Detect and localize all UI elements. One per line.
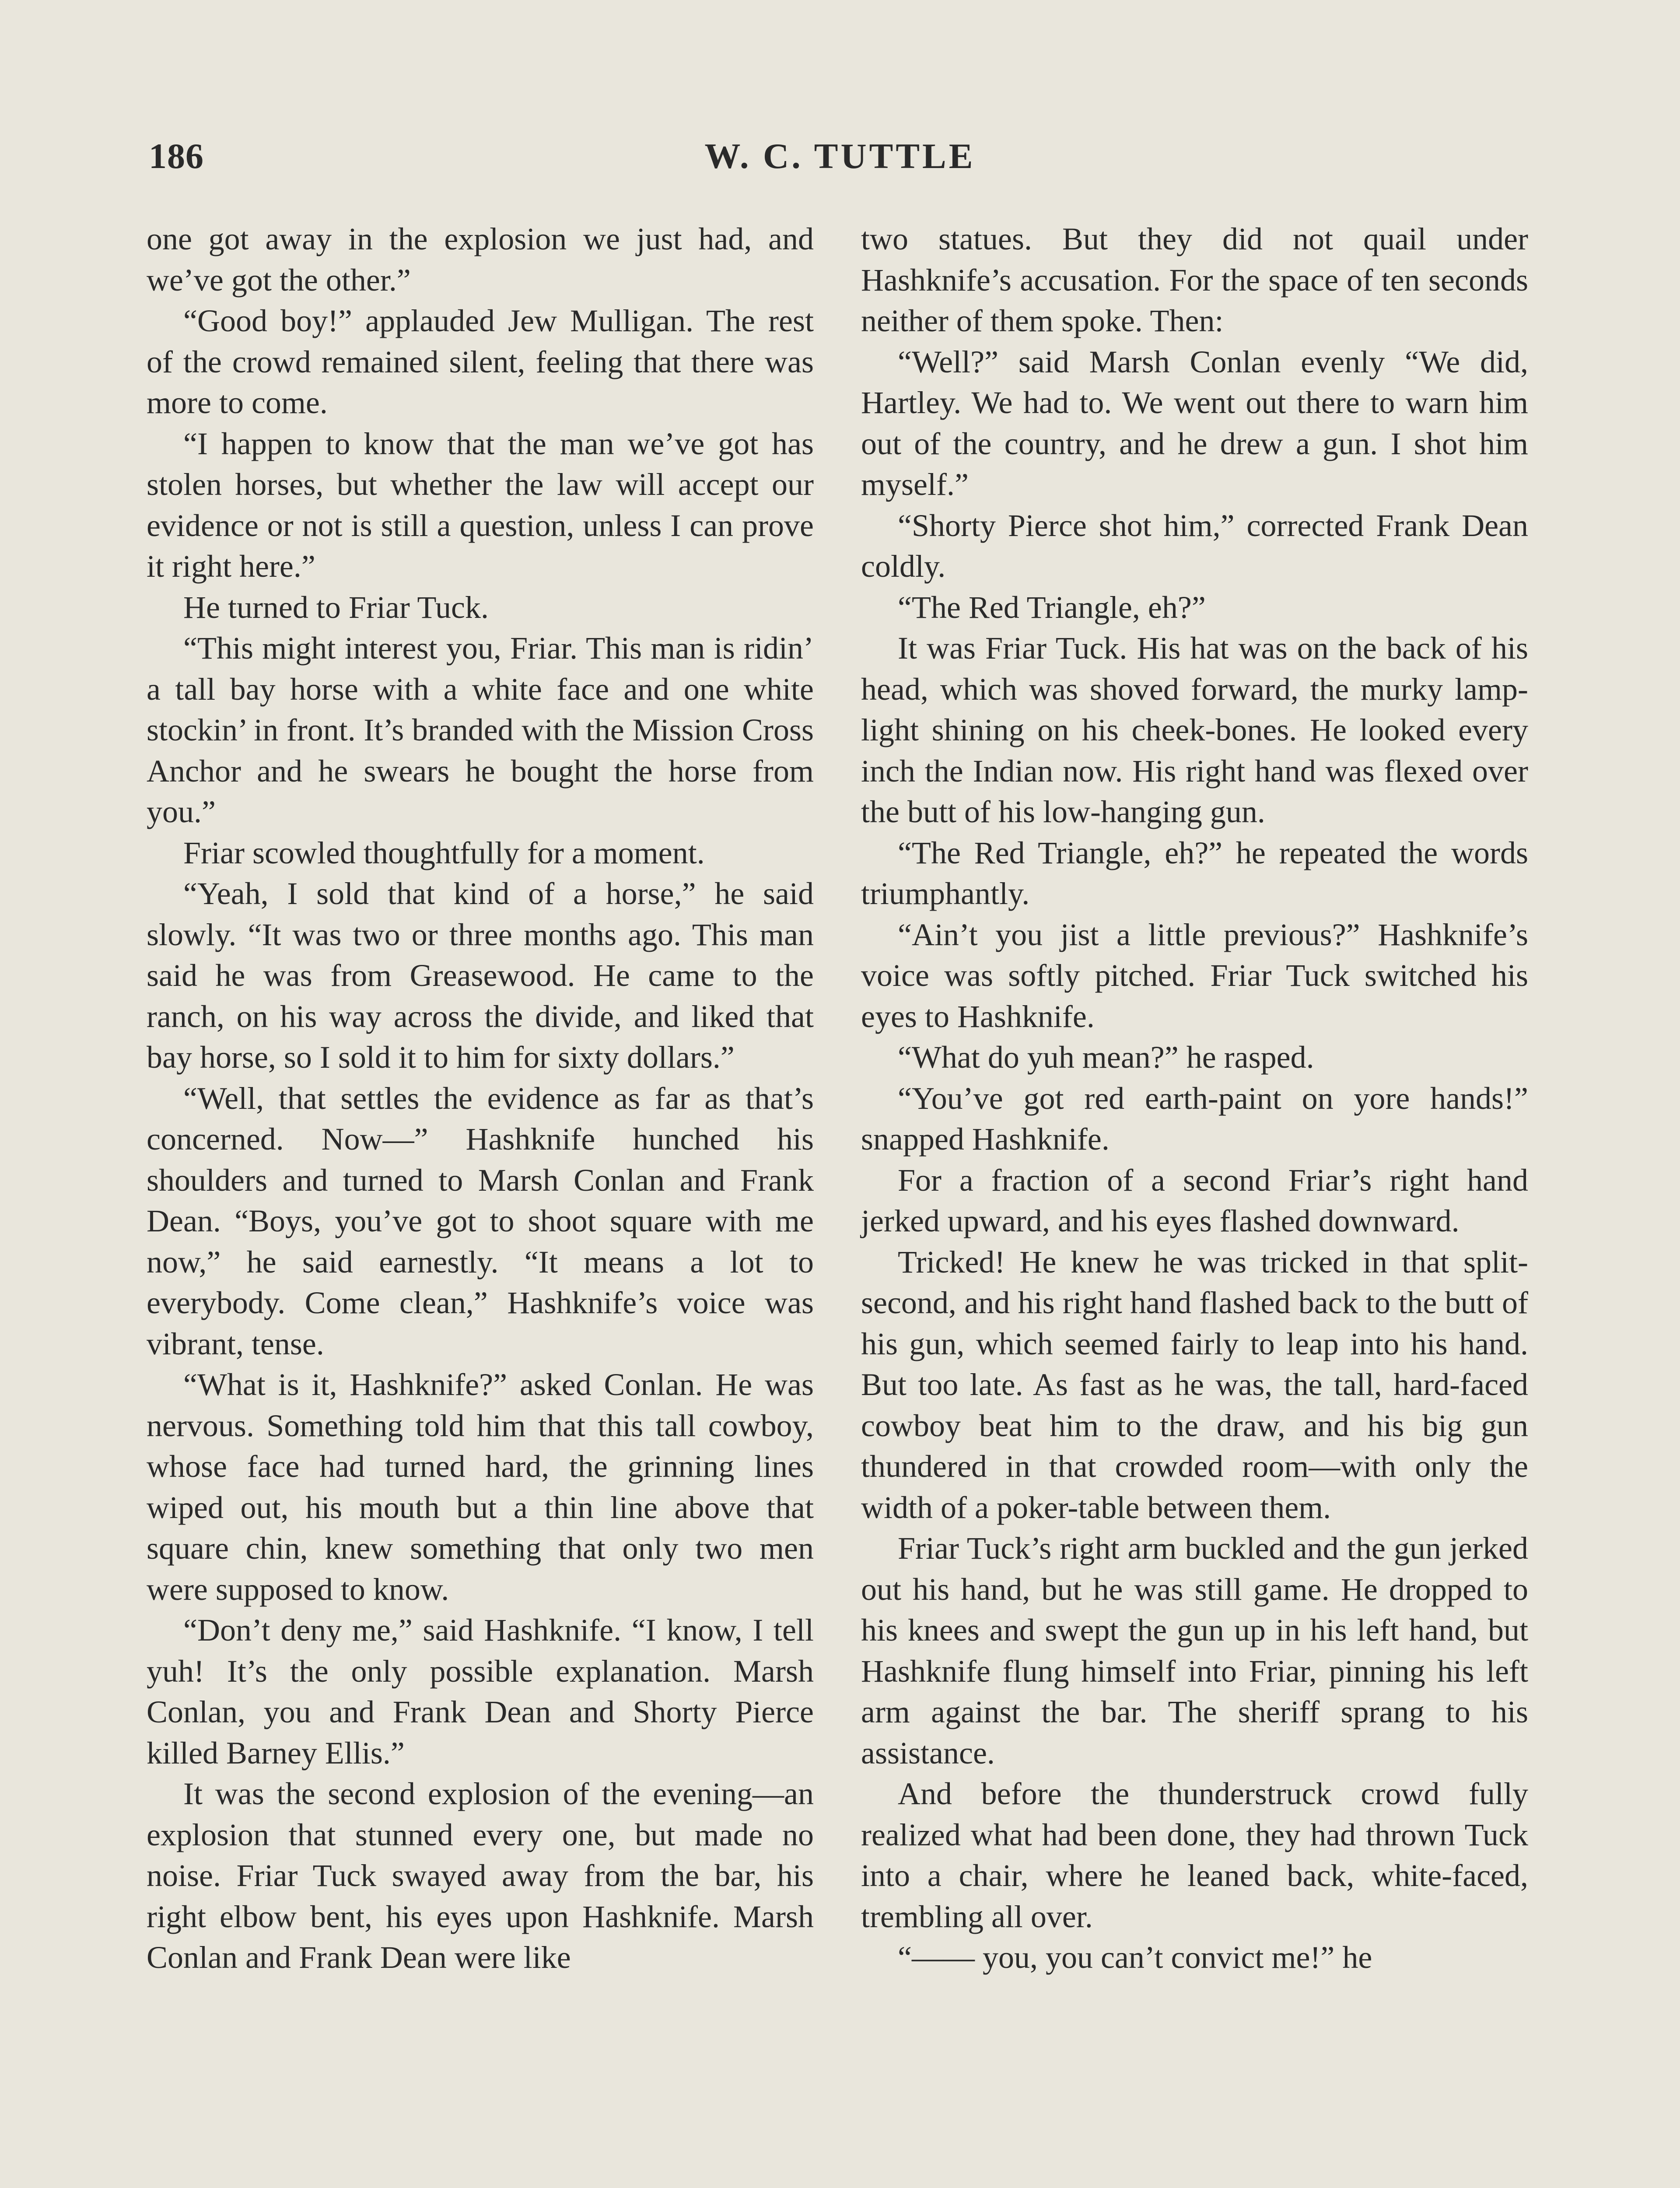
paragraph: two statues. But they did not quail under Hashknife’s accusation. For the space of ten seconds neither of them spoke. Then:: [861, 221, 1528, 338]
paragraph: “This might interest you, Friar. This man is ridin’ a tall bay horse with a white face and one white stockin’ in front. It’s branded with the Mission Cross Anchor and he swears he bought the horse from you.”: [147, 631, 814, 829]
paragraph: “The Red Triangle, eh?”: [898, 589, 1206, 625]
paragraph: Tricked! He knew he was tricked in that split-second, and his right hand flashed back to the butt of his gun, which seemed fairly to leap into his hand. But too late. As fast as he was, the tall, hard-faced cowboy beat him to the draw, and his big gun thundered in that crowded room—with only the width of a poker-table between them.: [861, 1244, 1528, 1525]
paragraph: It was the second explosion of the evening—an explosion that stunned every one, but made no noise. Friar Tuck swayed away from the bar, his right elbow bent, his eyes upon Hashknife. Marsh Conlan and Frank Dean were like: [147, 1776, 814, 1975]
paragraph: “What is it, Hashknife?” asked Conlan. He was nervous. Something told him that this tall cowboy, whose face had turned hard, the grinning lines wiped out, his mouth but a thin line above that square chin, knew something that only two men were supposed to know.: [147, 1367, 814, 1607]
page-number: 186: [149, 136, 204, 176]
paragraph: “Well?” said Marsh Conlan evenly “We did, Hartley. We had to. We went out there to warn him out of the country, and he drew a gun. I shot him myself.”: [861, 344, 1528, 502]
paragraph: “Yeah, I sold that kind of a horse,” he said slowly. “It was two or three months ago. This man said he was from Greasewood. He came to the ranch, on his way across the divide, and liked that bay horse, so I sold it to him for sixty dollars.”: [147, 876, 814, 1075]
paragraph: “You’ve got red earth-paint on yore hands!” snapped Hashknife.: [861, 1080, 1528, 1157]
paragraph: “What do yuh mean?” he rasped.: [898, 1040, 1314, 1075]
paragraph: “The Red Triangle, eh?” he repeated the words triumphantly.: [861, 835, 1528, 911]
paragraph: “Don’t deny me,” said Hashknife. “I know, I tell yuh! It’s the only possible explanation. Marsh Conlan, you and Frank Dean and Shorty Pierce killed Barney Ellis.”: [147, 1613, 814, 1771]
paragraph: one got away in the explosion we just had, and we’ve got the other.”: [147, 221, 814, 298]
paragraph: “Good boy!” applauded Jew Mulligan. The rest of the crowd remained silent, feeling that there was more to come.: [147, 303, 814, 420]
paragraph: “—— you, you can’t convict me!” he: [898, 1940, 1372, 1975]
left-column: [147, 219, 814, 1978]
page-header: [149, 127, 1531, 184]
paragraph: Friar Tuck’s right arm buckled and the gun jerked out his hand, but he was still game. He dropped to his knees and swept the gun up in his left hand, but Hashknife flung himself into Friar, pinning his left arm against the bar. The sheriff sprang to his assistance.: [861, 1531, 1528, 1771]
paragraph: “Ain’t you jist a little previous?” Hashknife’s voice was softly pitched. Friar Tuck switched his eyes to Hashknife.: [861, 917, 1528, 1034]
paragraph: “Well, that settles the evidence as far as that’s concerned. Now—” Hashknife hunched his shoulders and turned to Marsh Conlan and Frank Dean. “Boys, you’ve got to shoot square with me now,” he said earnestly. “It means a lot to everybody. Come clean,” Hashknife’s voice was vibrant, tense.: [147, 1080, 814, 1361]
paragraph: He turned to Friar Tuck.: [183, 589, 489, 625]
paragraph: And before the thunderstruck crowd fully realized what had been done, they had thrown Tuck into a chair, where he leaned back, white-faced, trembling all over.: [861, 1776, 1528, 1934]
paragraph: Friar scowled thoughtfully for a moment.: [183, 835, 705, 870]
paragraph: “Shorty Pierce shot him,” corrected Frank Dean coldly.: [861, 508, 1528, 584]
running-head: W. C. TUTTLE: [704, 136, 976, 176]
right-column: [861, 219, 1528, 1978]
paragraph: It was Friar Tuck. His hat was on the back of his head, which was shoved forward, the murky lamp-light shining on his cheek-bones. He looked every inch the Indian now. His right hand was flexed over the butt of his low-hanging gun.: [861, 631, 1528, 829]
paragraph: “I happen to know that the man we’ve got has stolen horses, but whether the law will accept our evidence or not is still a question, unless I can prove it right here.”: [147, 426, 814, 584]
paragraph: For a fraction of a second Friar’s right hand jerked upward, and his eyes flashed downward.: [861, 1162, 1528, 1238]
